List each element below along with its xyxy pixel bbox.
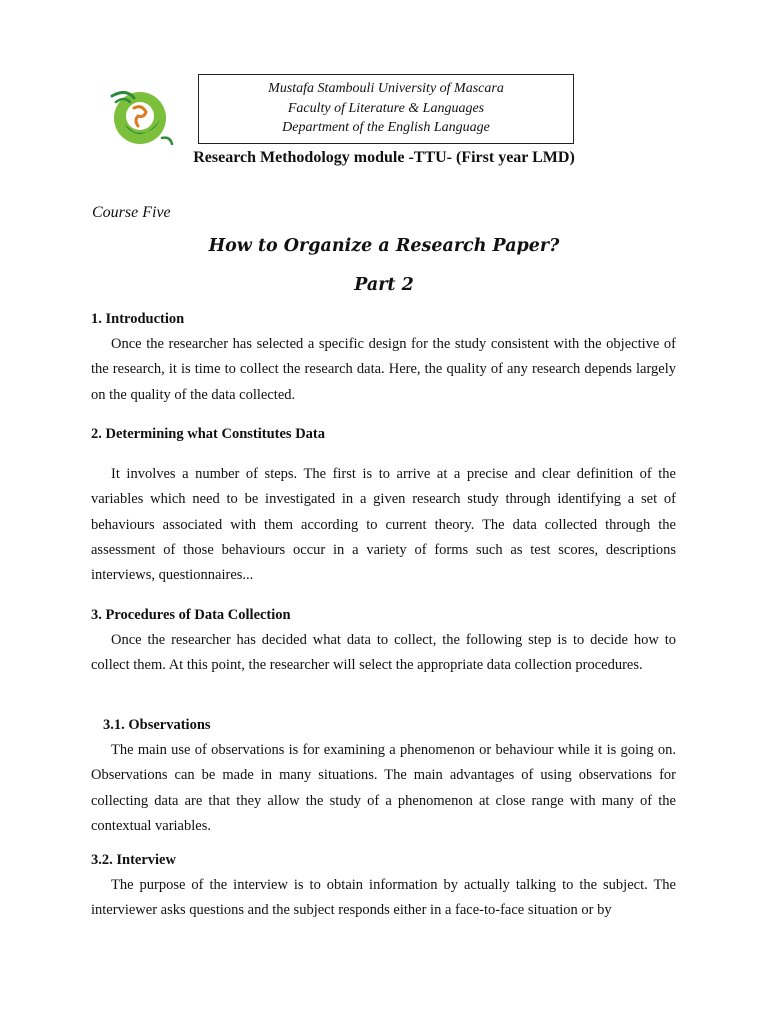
subsection-heading: 3.2. Interview (91, 852, 176, 868)
module-title: Research Methodology module -TTU- (First year LMD) (193, 149, 575, 166)
section-heading: 3. Procedures of Data Collection (91, 607, 291, 623)
department-name: Department of the English Language (282, 120, 490, 135)
institution-header-box (198, 74, 574, 144)
section-body: It involves a number of steps. The first is to arrive at a precise and clear definition of the variables which need to be investigated in a given research study through identifying a set of behaviours associated with them according to current theory. The data collected through the assessment of those behaviours occur in a variety of forms such as test scores, descriptions interviews, questionnaires... (91, 466, 676, 584)
subsection-body: The main use of observations is for examining a phenomenon or behaviour while it is going on. Observations can be made in many situations. The main advantages of using observations for collecting data are that they allow the study of a phenomenon at close range with many of the contextual variables. (91, 742, 676, 834)
paper-title: How to Organize a Research Paper? (208, 236, 560, 256)
subsection-heading: 3.1. Observations (103, 717, 211, 733)
section-body: Once the researcher has selected a specific design for the study consistent with the objective of the research, it is time to collect the research data. Here, the quality of any research depends largely on the quality of the data collected. (91, 336, 676, 403)
university-logo-icon (104, 80, 176, 152)
section-heading: 2. Determining what Constitutes Data (91, 426, 325, 442)
university-name: Mustafa Stambouli University of Mascara (268, 81, 504, 96)
faculty-name: Faculty of Literature & Languages (287, 100, 485, 116)
section-heading: 1. Introduction (91, 311, 185, 327)
paper-part: Part 2 (354, 275, 414, 295)
section-body: Once the researcher has decided what data to collect, the following step is to decide how to collect them. At this point, the researcher will select the appropriate data collection procedures. (91, 632, 676, 674)
course-label: Course Five (92, 204, 171, 221)
subsection-body: The purpose of the interview is to obtain information by actually talking to the subject. The interviewer asks questions and the subject responds either in a face-to-face situation or by (91, 877, 676, 919)
